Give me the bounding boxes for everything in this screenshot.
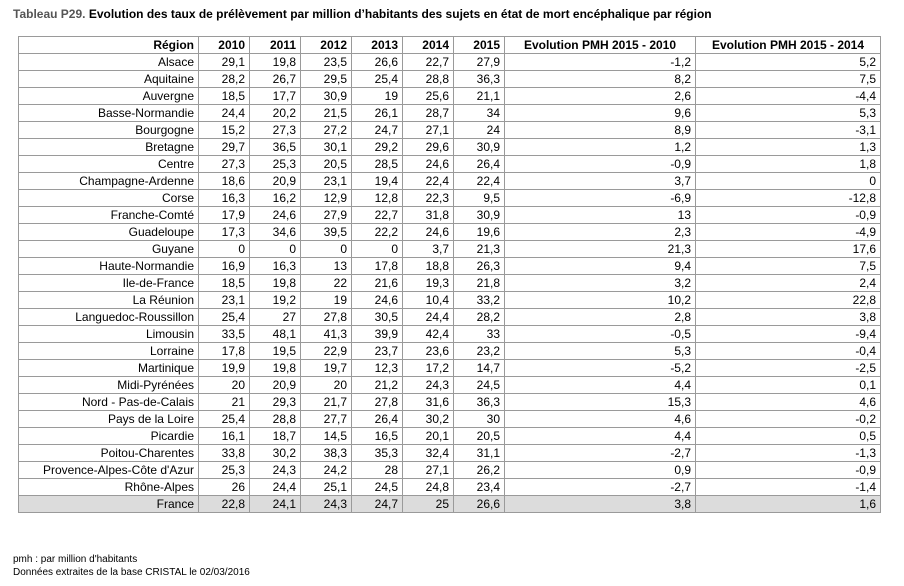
- cell-2012: 27,8: [301, 309, 352, 326]
- cell-evolution-2015-2010: 0,9: [505, 462, 696, 479]
- cell-2010: 18,5: [199, 88, 250, 105]
- total-row: [19, 496, 881, 513]
- cell-region: Picardie: [19, 428, 199, 445]
- table-row: [19, 428, 881, 445]
- cell-2014: 29,6: [403, 139, 454, 156]
- cell-evolution-2015-2014: -4,9: [696, 224, 881, 241]
- cell-2015: 36,3: [454, 394, 505, 411]
- cell-2013: 21,6: [352, 275, 403, 292]
- cell-2012: 12,9: [301, 190, 352, 207]
- cell-region: Alsace: [19, 54, 199, 71]
- cell-2012: 19: [301, 292, 352, 309]
- cell-2014: 24,6: [403, 156, 454, 173]
- cell-2013: 24,7: [352, 496, 403, 513]
- cell-2010: 23,1: [199, 292, 250, 309]
- cell-evolution-2015-2014: 3,8: [696, 309, 881, 326]
- cell-2012: 27,7: [301, 411, 352, 428]
- cell-2013: 24,6: [352, 292, 403, 309]
- cell-evolution-2015-2014: -1,3: [696, 445, 881, 462]
- cell-2011: 20,9: [250, 377, 301, 394]
- cell-2015: 36,3: [454, 71, 505, 88]
- cell-2011: 17,7: [250, 88, 301, 105]
- cell-region: Bretagne: [19, 139, 199, 156]
- cell-2011: 19,5: [250, 343, 301, 360]
- cell-2010: 17,8: [199, 343, 250, 360]
- cell-region: France: [19, 496, 199, 513]
- cell-2015: 33,2: [454, 292, 505, 309]
- cell-region: La Réunion: [19, 292, 199, 309]
- cell-region: Pays de la Loire: [19, 411, 199, 428]
- cell-2013: 21,2: [352, 377, 403, 394]
- cell-2014: 23,6: [403, 343, 454, 360]
- cell-evolution-2015-2014: 7,5: [696, 258, 881, 275]
- table-row: [19, 241, 881, 258]
- cell-evolution-2015-2010: -6,9: [505, 190, 696, 207]
- cell-2015: 31,1: [454, 445, 505, 462]
- table-title-text: Evolution des taux de prélèvement par million d’habitants des sujets en état de mort encéphalique par région: [85, 7, 712, 21]
- cell-evolution-2015-2010: -2,7: [505, 479, 696, 496]
- cell-2010: 29,1: [199, 54, 250, 71]
- cell-2010: 29,7: [199, 139, 250, 156]
- cell-2013: 26,4: [352, 411, 403, 428]
- cell-2011: 24,3: [250, 462, 301, 479]
- cell-2012: 29,5: [301, 71, 352, 88]
- table-row: [19, 292, 881, 309]
- footnote-pmh: pmh : par million d'habitants: [13, 554, 138, 565]
- cell-2011: 27,3: [250, 122, 301, 139]
- cell-evolution-2015-2014: 0,5: [696, 428, 881, 445]
- cell-2015: 24: [454, 122, 505, 139]
- table-row: [19, 275, 881, 292]
- cell-2011: 19,8: [250, 275, 301, 292]
- cell-evolution-2015-2010: -0,5: [505, 326, 696, 343]
- cell-evolution-2015-2014: 5,3: [696, 105, 881, 122]
- cell-2014: 24,3: [403, 377, 454, 394]
- cell-2013: 24,5: [352, 479, 403, 496]
- cell-evolution-2015-2014: 1,8: [696, 156, 881, 173]
- cell-evolution-2015-2014: -0,9: [696, 207, 881, 224]
- header-2015: 2015: [454, 37, 505, 54]
- cell-2014: 25: [403, 496, 454, 513]
- cell-evolution-2015-2014: -2,5: [696, 360, 881, 377]
- cell-2012: 21,7: [301, 394, 352, 411]
- cell-2010: 16,3: [199, 190, 250, 207]
- cell-2011: 25,3: [250, 156, 301, 173]
- cell-2010: 25,4: [199, 411, 250, 428]
- cell-2011: 0: [250, 241, 301, 258]
- cell-region: Provence-Alpes-Côte d'Azur: [19, 462, 199, 479]
- cell-2015: 21,1: [454, 88, 505, 105]
- cell-evolution-2015-2010: -5,2: [505, 360, 696, 377]
- cell-evolution-2015-2010: 4,4: [505, 377, 696, 394]
- cell-2014: 30,2: [403, 411, 454, 428]
- cell-evolution-2015-2014: -0,9: [696, 462, 881, 479]
- cell-evolution-2015-2010: -1,2: [505, 54, 696, 71]
- cell-evolution-2015-2014: -4,4: [696, 88, 881, 105]
- cell-2013: 23,7: [352, 343, 403, 360]
- table-row: [19, 190, 881, 207]
- cell-2015: 19,6: [454, 224, 505, 241]
- cell-2014: 18,8: [403, 258, 454, 275]
- cell-2010: 26: [199, 479, 250, 496]
- cell-2010: 16,9: [199, 258, 250, 275]
- table-row: [19, 343, 881, 360]
- cell-2015: 30,9: [454, 207, 505, 224]
- cell-2012: 23,5: [301, 54, 352, 71]
- footnote-source: Données extraites de la base CRISTAL le 02/03/2016: [13, 567, 250, 578]
- cell-2013: 19: [352, 88, 403, 105]
- cell-2014: 27,1: [403, 122, 454, 139]
- cell-2010: 0: [199, 241, 250, 258]
- cell-2011: 20,9: [250, 173, 301, 190]
- cell-2011: 16,3: [250, 258, 301, 275]
- cell-region: Languedoc-Roussillon: [19, 309, 199, 326]
- cell-2012: 38,3: [301, 445, 352, 462]
- cell-evolution-2015-2010: -2,7: [505, 445, 696, 462]
- cell-evolution-2015-2014: 2,4: [696, 275, 881, 292]
- header-row: [19, 37, 881, 54]
- cell-2011: 29,3: [250, 394, 301, 411]
- cell-2013: 12,3: [352, 360, 403, 377]
- cell-2011: 19,8: [250, 360, 301, 377]
- cell-2010: 16,1: [199, 428, 250, 445]
- table-row: [19, 122, 881, 139]
- cell-2012: 25,1: [301, 479, 352, 496]
- cell-2014: 19,3: [403, 275, 454, 292]
- cell-2012: 22,9: [301, 343, 352, 360]
- table-row: [19, 139, 881, 156]
- cell-evolution-2015-2014: 17,6: [696, 241, 881, 258]
- cell-region: Bourgogne: [19, 122, 199, 139]
- cell-2015: 26,4: [454, 156, 505, 173]
- cell-2014: 28,8: [403, 71, 454, 88]
- cell-2013: 26,6: [352, 54, 403, 71]
- cell-evolution-2015-2010: 21,3: [505, 241, 696, 258]
- cell-region: Rhône-Alpes: [19, 479, 199, 496]
- cell-2015: 14,7: [454, 360, 505, 377]
- cell-2013: 24,7: [352, 122, 403, 139]
- cell-evolution-2015-2010: -0,9: [505, 156, 696, 173]
- cell-2011: 24,1: [250, 496, 301, 513]
- cell-evolution-2015-2010: 2,3: [505, 224, 696, 241]
- cell-region: Auvergne: [19, 88, 199, 105]
- cell-region: Limousin: [19, 326, 199, 343]
- table-row: [19, 88, 881, 105]
- cell-2014: 27,1: [403, 462, 454, 479]
- cell-region: Basse-Normandie: [19, 105, 199, 122]
- footnotes: [13, 553, 250, 579]
- cell-2011: 36,5: [250, 139, 301, 156]
- cell-2013: 0: [352, 241, 403, 258]
- cell-2014: 24,8: [403, 479, 454, 496]
- table-row: [19, 173, 881, 190]
- cell-2011: 34,6: [250, 224, 301, 241]
- cell-evolution-2015-2010: 15,3: [505, 394, 696, 411]
- cell-2012: 23,1: [301, 173, 352, 190]
- cell-2010: 18,6: [199, 173, 250, 190]
- cell-2010: 18,5: [199, 275, 250, 292]
- cell-2012: 24,3: [301, 496, 352, 513]
- cell-2011: 30,2: [250, 445, 301, 462]
- cell-2012: 20,5: [301, 156, 352, 173]
- cell-2012: 41,3: [301, 326, 352, 343]
- cell-2015: 33: [454, 326, 505, 343]
- cell-2010: 21: [199, 394, 250, 411]
- cell-2014: 22,4: [403, 173, 454, 190]
- cell-2015: 24,5: [454, 377, 505, 394]
- cell-2013: 17,8: [352, 258, 403, 275]
- cell-2014: 17,2: [403, 360, 454, 377]
- table-body: [19, 54, 881, 513]
- table-row: [19, 445, 881, 462]
- cell-evolution-2015-2010: 1,2: [505, 139, 696, 156]
- cell-2011: 28,8: [250, 411, 301, 428]
- cell-2015: 23,4: [454, 479, 505, 496]
- table-row: [19, 156, 881, 173]
- cell-2015: 30,9: [454, 139, 505, 156]
- cell-2011: 27: [250, 309, 301, 326]
- cell-2014: 24,4: [403, 309, 454, 326]
- header-evolution-2015-2014: Evolution PMH 2015 - 2014: [696, 37, 881, 54]
- cell-2015: 34: [454, 105, 505, 122]
- cell-2012: 39,5: [301, 224, 352, 241]
- cell-evolution-2015-2010: 13: [505, 207, 696, 224]
- cell-evolution-2015-2010: 2,8: [505, 309, 696, 326]
- cell-2015: 26,3: [454, 258, 505, 275]
- cell-2010: 17,3: [199, 224, 250, 241]
- cell-region: Corse: [19, 190, 199, 207]
- header-region: Région: [19, 37, 199, 54]
- cell-2011: 24,4: [250, 479, 301, 496]
- cell-2010: 19,9: [199, 360, 250, 377]
- table-row: [19, 207, 881, 224]
- cell-2014: 28,7: [403, 105, 454, 122]
- cell-region: Centre: [19, 156, 199, 173]
- table-number: Tableau P29.: [13, 7, 86, 21]
- cell-2014: 31,6: [403, 394, 454, 411]
- table-row: [19, 462, 881, 479]
- cell-2011: 19,2: [250, 292, 301, 309]
- cell-2015: 21,8: [454, 275, 505, 292]
- cell-2013: 19,4: [352, 173, 403, 190]
- cell-2012: 14,5: [301, 428, 352, 445]
- cell-2010: 24,4: [199, 105, 250, 122]
- cell-2015: 22,4: [454, 173, 505, 190]
- table-row: [19, 377, 881, 394]
- cell-evolution-2015-2010: 5,3: [505, 343, 696, 360]
- cell-evolution-2015-2014: 7,5: [696, 71, 881, 88]
- cell-evolution-2015-2010: 3,8: [505, 496, 696, 513]
- cell-2011: 48,1: [250, 326, 301, 343]
- cell-2015: 9,5: [454, 190, 505, 207]
- cell-evolution-2015-2014: -12,8: [696, 190, 881, 207]
- cell-region: Champagne-Ardenne: [19, 173, 199, 190]
- table-row: [19, 479, 881, 496]
- cell-2014: 22,3: [403, 190, 454, 207]
- cell-2013: 27,8: [352, 394, 403, 411]
- table-row: [19, 71, 881, 88]
- table-row: [19, 54, 881, 71]
- cell-2012: 30,1: [301, 139, 352, 156]
- cell-2012: 27,2: [301, 122, 352, 139]
- table-row: [19, 394, 881, 411]
- header-2010: 2010: [199, 37, 250, 54]
- cell-2011: 16,2: [250, 190, 301, 207]
- cell-region: Franche-Comté: [19, 207, 199, 224]
- cell-2013: 29,2: [352, 139, 403, 156]
- cell-2012: 13: [301, 258, 352, 275]
- cell-evolution-2015-2014: 4,6: [696, 394, 881, 411]
- cell-evolution-2015-2010: 8,2: [505, 71, 696, 88]
- cell-2015: 23,2: [454, 343, 505, 360]
- cell-evolution-2015-2010: 9,4: [505, 258, 696, 275]
- cell-2013: 30,5: [352, 309, 403, 326]
- cell-evolution-2015-2014: -0,2: [696, 411, 881, 428]
- table-title: [13, 7, 712, 21]
- cell-2012: 24,2: [301, 462, 352, 479]
- data-table: [18, 36, 881, 513]
- cell-2013: 12,8: [352, 190, 403, 207]
- cell-evolution-2015-2010: 10,2: [505, 292, 696, 309]
- cell-evolution-2015-2014: -0,4: [696, 343, 881, 360]
- table-row: [19, 105, 881, 122]
- cell-2012: 21,5: [301, 105, 352, 122]
- cell-evolution-2015-2014: 1,6: [696, 496, 881, 513]
- cell-2014: 24,6: [403, 224, 454, 241]
- cell-region: Haute-Normandie: [19, 258, 199, 275]
- cell-region: Lorraine: [19, 343, 199, 360]
- cell-evolution-2015-2010: 3,7: [505, 173, 696, 190]
- cell-evolution-2015-2010: 4,6: [505, 411, 696, 428]
- cell-2010: 22,8: [199, 496, 250, 513]
- cell-2014: 20,1: [403, 428, 454, 445]
- table-row: [19, 258, 881, 275]
- cell-2013: 26,1: [352, 105, 403, 122]
- header-evolution-2015-2010: Evolution PMH 2015 - 2010: [505, 37, 696, 54]
- cell-2011: 19,8: [250, 54, 301, 71]
- cell-2014: 22,7: [403, 54, 454, 71]
- cell-2012: 22: [301, 275, 352, 292]
- cell-2014: 31,8: [403, 207, 454, 224]
- cell-2013: 16,5: [352, 428, 403, 445]
- cell-evolution-2015-2014: -3,1: [696, 122, 881, 139]
- cell-2015: 30: [454, 411, 505, 428]
- cell-2010: 20: [199, 377, 250, 394]
- cell-region: Martinique: [19, 360, 199, 377]
- header-2013: 2013: [352, 37, 403, 54]
- cell-region: Nord - Pas-de-Calais: [19, 394, 199, 411]
- cell-2013: 22,7: [352, 207, 403, 224]
- cell-2010: 17,9: [199, 207, 250, 224]
- cell-2013: 25,4: [352, 71, 403, 88]
- table-row: [19, 309, 881, 326]
- cell-2015: 20,5: [454, 428, 505, 445]
- cell-evolution-2015-2014: 0,1: [696, 377, 881, 394]
- cell-2014: 10,4: [403, 292, 454, 309]
- cell-2015: 28,2: [454, 309, 505, 326]
- cell-2010: 25,4: [199, 309, 250, 326]
- cell-2010: 33,8: [199, 445, 250, 462]
- cell-region: Aquitaine: [19, 71, 199, 88]
- cell-evolution-2015-2014: 5,2: [696, 54, 881, 71]
- cell-2013: 39,9: [352, 326, 403, 343]
- cell-2011: 18,7: [250, 428, 301, 445]
- header-2011: 2011: [250, 37, 301, 54]
- cell-region: Poitou-Charentes: [19, 445, 199, 462]
- cell-2011: 26,7: [250, 71, 301, 88]
- cell-2015: 26,6: [454, 496, 505, 513]
- table-row: [19, 411, 881, 428]
- cell-2010: 33,5: [199, 326, 250, 343]
- cell-2012: 27,9: [301, 207, 352, 224]
- cell-2010: 25,3: [199, 462, 250, 479]
- table-row: [19, 360, 881, 377]
- cell-evolution-2015-2010: 8,9: [505, 122, 696, 139]
- cell-evolution-2015-2014: -9,4: [696, 326, 881, 343]
- cell-evolution-2015-2010: 4,4: [505, 428, 696, 445]
- cell-2015: 21,3: [454, 241, 505, 258]
- cell-2013: 22,2: [352, 224, 403, 241]
- cell-2010: 28,2: [199, 71, 250, 88]
- cell-2013: 28: [352, 462, 403, 479]
- table-row: [19, 224, 881, 241]
- cell-evolution-2015-2014: 0: [696, 173, 881, 190]
- header-2014: 2014: [403, 37, 454, 54]
- cell-evolution-2015-2010: 9,6: [505, 105, 696, 122]
- cell-evolution-2015-2010: 2,6: [505, 88, 696, 105]
- cell-2013: 28,5: [352, 156, 403, 173]
- cell-2011: 24,6: [250, 207, 301, 224]
- cell-2014: 32,4: [403, 445, 454, 462]
- cell-2014: 25,6: [403, 88, 454, 105]
- cell-evolution-2015-2010: 3,2: [505, 275, 696, 292]
- cell-region: Guyane: [19, 241, 199, 258]
- cell-2012: 0: [301, 241, 352, 258]
- cell-2012: 19,7: [301, 360, 352, 377]
- cell-2011: 20,2: [250, 105, 301, 122]
- cell-2010: 27,3: [199, 156, 250, 173]
- cell-2012: 20: [301, 377, 352, 394]
- cell-evolution-2015-2014: 1,3: [696, 139, 881, 156]
- cell-region: Ile-de-France: [19, 275, 199, 292]
- cell-evolution-2015-2014: 22,8: [696, 292, 881, 309]
- cell-2012: 30,9: [301, 88, 352, 105]
- cell-2010: 15,2: [199, 122, 250, 139]
- cell-2014: 42,4: [403, 326, 454, 343]
- cell-2013: 35,3: [352, 445, 403, 462]
- cell-evolution-2015-2014: -1,4: [696, 479, 881, 496]
- header-2012: 2012: [301, 37, 352, 54]
- cell-2014: 3,7: [403, 241, 454, 258]
- cell-2015: 27,9: [454, 54, 505, 71]
- cell-2015: 26,2: [454, 462, 505, 479]
- cell-region: Guadeloupe: [19, 224, 199, 241]
- table-row: [19, 326, 881, 343]
- cell-region: Midi-Pyrénées: [19, 377, 199, 394]
